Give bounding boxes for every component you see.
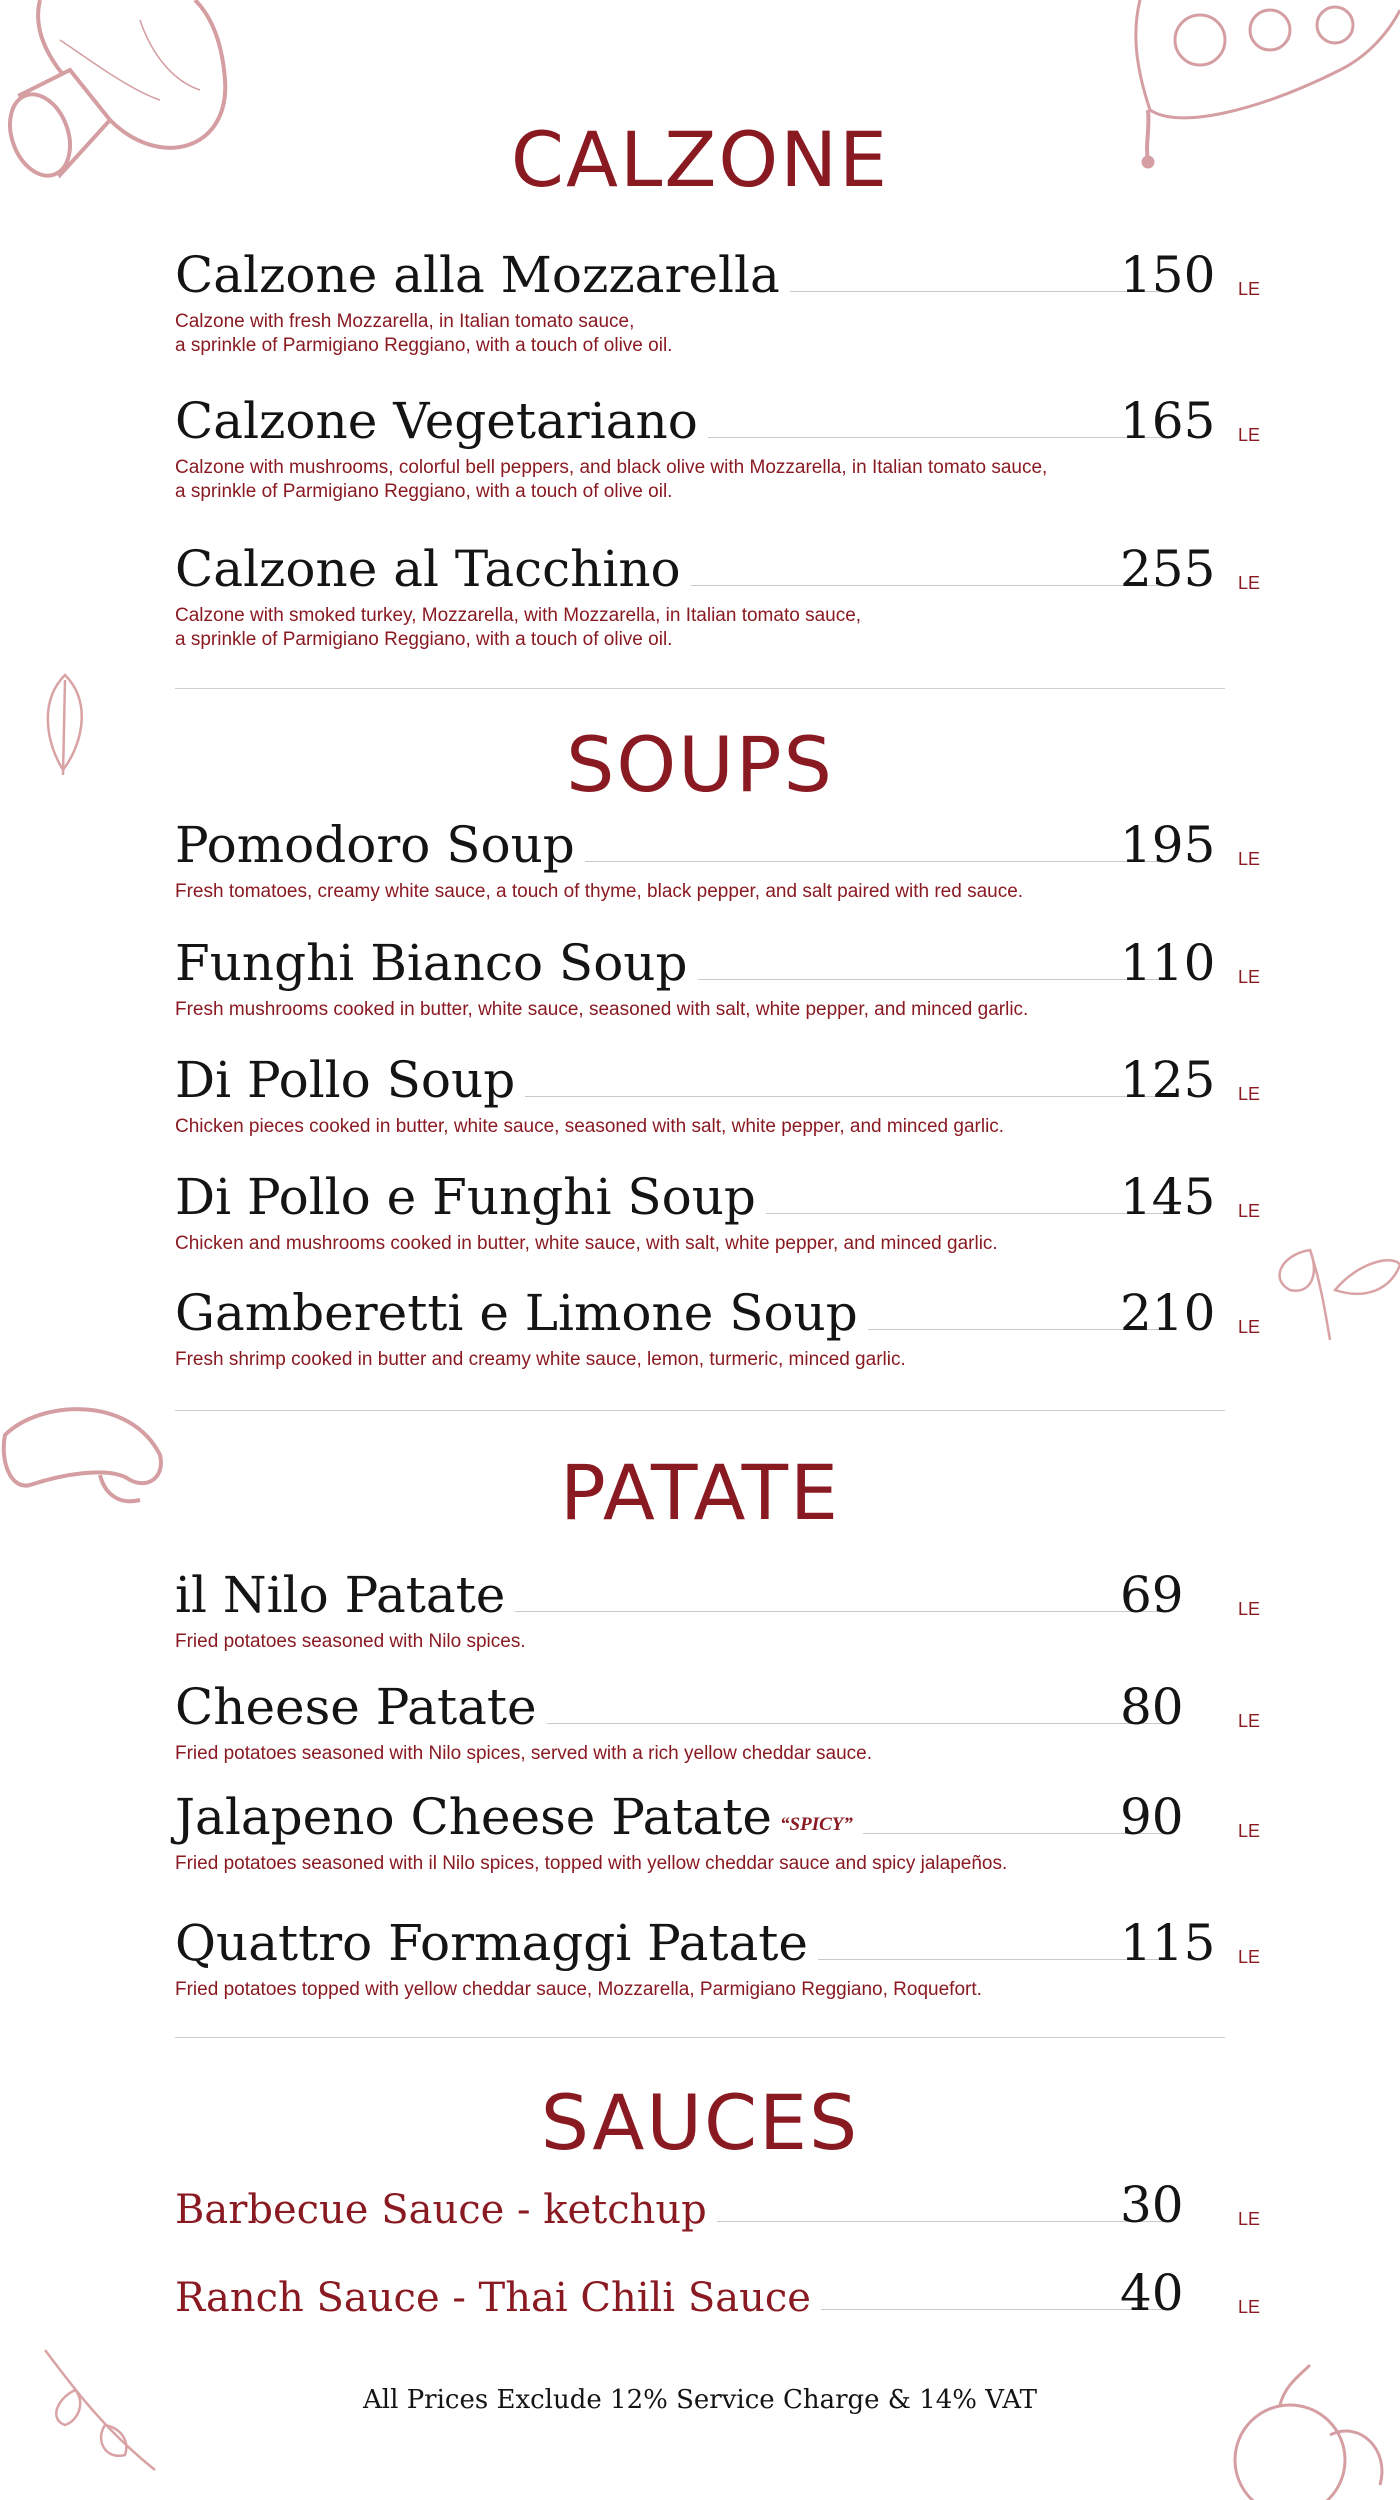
item-description: Calzone with smoked turkey, Mozzarella, with Mozzarella, in Italian tomato sauce, a sprinkle of Parmigiano Reggiano, with a touch of olive oil. [175, 605, 862, 650]
menu-item: Di Pollo Soup 125 LE Chicken pieces cooked in butter, white sauce, seasoned with salt, white pepper, and minced garlic. [175, 1051, 1260, 1137]
item-description: Fresh mushrooms cooked in butter, white sauce, seasoned with salt, white pepper, and minced garlic. [175, 999, 1029, 1020]
currency-label: LE [1237, 1201, 1260, 1221]
item-name: Funghi Bianco Soup [175, 938, 698, 988]
currency-label: LE [1237, 1317, 1260, 1337]
currency-label: LE [1237, 1947, 1260, 1967]
section-divider [175, 688, 1225, 689]
menu-item: il Nilo Patate 69 LE Fried potatoes seasoned with Nilo spices. [175, 1566, 1260, 1652]
item-name: Ranch Sauce - Thai Chili Sauce [175, 2278, 821, 2318]
item-description: Calzone with fresh Mozzarella, in Italian tomato sauce, a sprinkle of Parmigiano Reggiano, with a touch of olive oil. [175, 311, 673, 356]
menu-item: Calzone alla Mozzarella 150 LE Calzone with fresh Mozzarella, in Italian tomato sauce, a sprinkle of Parmigiano Reggiano, with a touch of olive oil. [175, 246, 1260, 356]
item-description: Fried potatoes seasoned with il Nilo spices, topped with yellow cheddar sauce and spicy jalapeños. [175, 1853, 1008, 1874]
section-title-sauces: SAUCES [540, 2078, 860, 2167]
section-title-calzone: CALZONE [510, 115, 890, 204]
item-name: Jalapeno Cheese Patate “SPICY” [175, 1792, 863, 1842]
currency-label: LE [1237, 967, 1260, 987]
section-divider [175, 1410, 1225, 1411]
section-divider [175, 2037, 1225, 2038]
item-description: Calzone with mushrooms, colorful bell peppers, and black olive with Mozzarella, in Italian tomato sauce, a sprinkle of Parmigiano Reggiano, with a touch of olive oil. [175, 457, 1048, 502]
item-name: Pomodoro Soup [175, 820, 585, 870]
currency-label: LE [1237, 1711, 1260, 1731]
section-title-soups: SOUPS [566, 720, 834, 809]
menu-item: Gamberetti e Limone Soup 210 LE Fresh shrimp cooked in butter and creamy white sauce, lemon, turmeric, minced garlic. [175, 1284, 1260, 1370]
item-name: Barbecue Sauce - ketchup [175, 2190, 717, 2230]
item-description: Chicken and mushrooms cooked in butter, white sauce, with salt, white pepper, and minced garlic. [175, 1233, 998, 1254]
currency-label: LE [1237, 2209, 1260, 2229]
currency-label: LE [1237, 849, 1260, 869]
sauce-item: Ranch Sauce - Thai Chili Sauce 40 LE [175, 2264, 1260, 2322]
menu-item: Quattro Formaggi Patate 115 LE Fried potatoes topped with yellow cheddar sauce, Mozzarella, Parmigiano Reggiano, Roquefort. [175, 1914, 1260, 2000]
item-description: Chicken pieces cooked in butter, white sauce, seasoned with salt, white pepper, and minced garlic. [175, 1116, 1005, 1137]
item-description: Fried potatoes topped with yellow cheddar sauce, Mozzarella, Parmigiano Reggiano, Roquefort. [175, 1979, 982, 2000]
currency-label: LE [1237, 425, 1260, 445]
menu-item: Di Pollo e Funghi Soup 145 LE Chicken and mushrooms cooked in butter, white sauce, with salt, white pepper, and minced garlic. [175, 1168, 1260, 1254]
menu-item: Jalapeno Cheese Patate “SPICY” 90 LE Fried potatoes seasoned with il Nilo spices, topped with yellow cheddar sauce and spicy jalapeños. [175, 1788, 1260, 1874]
tomato-illustration-bottom-right [1220, 2360, 1400, 2500]
currency-label: LE [1237, 279, 1260, 299]
currency-label: LE [1237, 573, 1260, 593]
item-description: Fresh shrimp cooked in butter and creamy white sauce, lemon, turmeric, minced garlic. [175, 1349, 906, 1370]
menu-item: Funghi Bianco Soup 110 LE Fresh mushrooms cooked in butter, white sauce, seasoned with salt, white pepper, and minced garlic. [175, 934, 1260, 1020]
item-name: Gamberetti e Limone Soup [175, 1288, 868, 1338]
currency-label: LE [1237, 1821, 1260, 1841]
price-disclaimer: All Prices Exclude 12% Service Charge & 14% VAT [363, 2385, 1037, 2415]
item-description: Fried potatoes seasoned with Nilo spices. [175, 1631, 526, 1652]
spicy-tag: “SPICY” [780, 1814, 853, 1835]
item-name: Cheese Patate [175, 1682, 547, 1732]
menu-item: Calzone Vegetariano 165 LE Calzone with mushrooms, colorful bell peppers, and black olive with Mozzarella, in Italian tomato sauce, a sprinkle of Parmigiano Reggiano, with a touch of olive oil. [175, 392, 1260, 502]
item-name: Quattro Formaggi Patate [175, 1918, 818, 1968]
section-title-patate: PATATE [559, 1448, 841, 1537]
currency-label: LE [1237, 1084, 1260, 1104]
item-name: Di Pollo Soup [175, 1055, 525, 1105]
item-description: Fried potatoes seasoned with Nilo spices, served with a rich yellow cheddar sauce. [175, 1743, 873, 1764]
basil-illustration-right [1270, 1230, 1400, 1350]
item-description: Fresh tomatoes, creamy white sauce, a touch of thyme, black pepper, and salt paired with red sauce. [175, 881, 1024, 902]
item-name: Calzone alla Mozzarella [175, 250, 790, 300]
item-name: Calzone al Tacchino [175, 544, 691, 594]
menu-item: Cheese Patate 80 LE Fried potatoes seasoned with Nilo spices, served with a rich yellow cheddar sauce. [175, 1678, 1260, 1764]
menu-item: Calzone al Tacchino 255 LE Calzone with smoked turkey, Mozzarella, with Mozzarella, in Italian tomato sauce, a sprinkle of Parmigiano Reggiano, with a touch of olive oil. [175, 540, 1260, 650]
sauce-item: Barbecue Sauce - ketchup 30 LE [175, 2176, 1260, 2234]
item-name: il Nilo Patate [175, 1570, 515, 1620]
item-name: Calzone Vegetariano [175, 396, 708, 446]
item-name: Di Pollo e Funghi Soup [175, 1172, 766, 1222]
currency-label: LE [1237, 2297, 1260, 2317]
menu-item: Pomodoro Soup 195 LE Fresh tomatoes, creamy white sauce, a touch of thyme, black pepper, and salt paired with red sauce. [175, 816, 1260, 902]
currency-label: LE [1237, 1599, 1260, 1619]
